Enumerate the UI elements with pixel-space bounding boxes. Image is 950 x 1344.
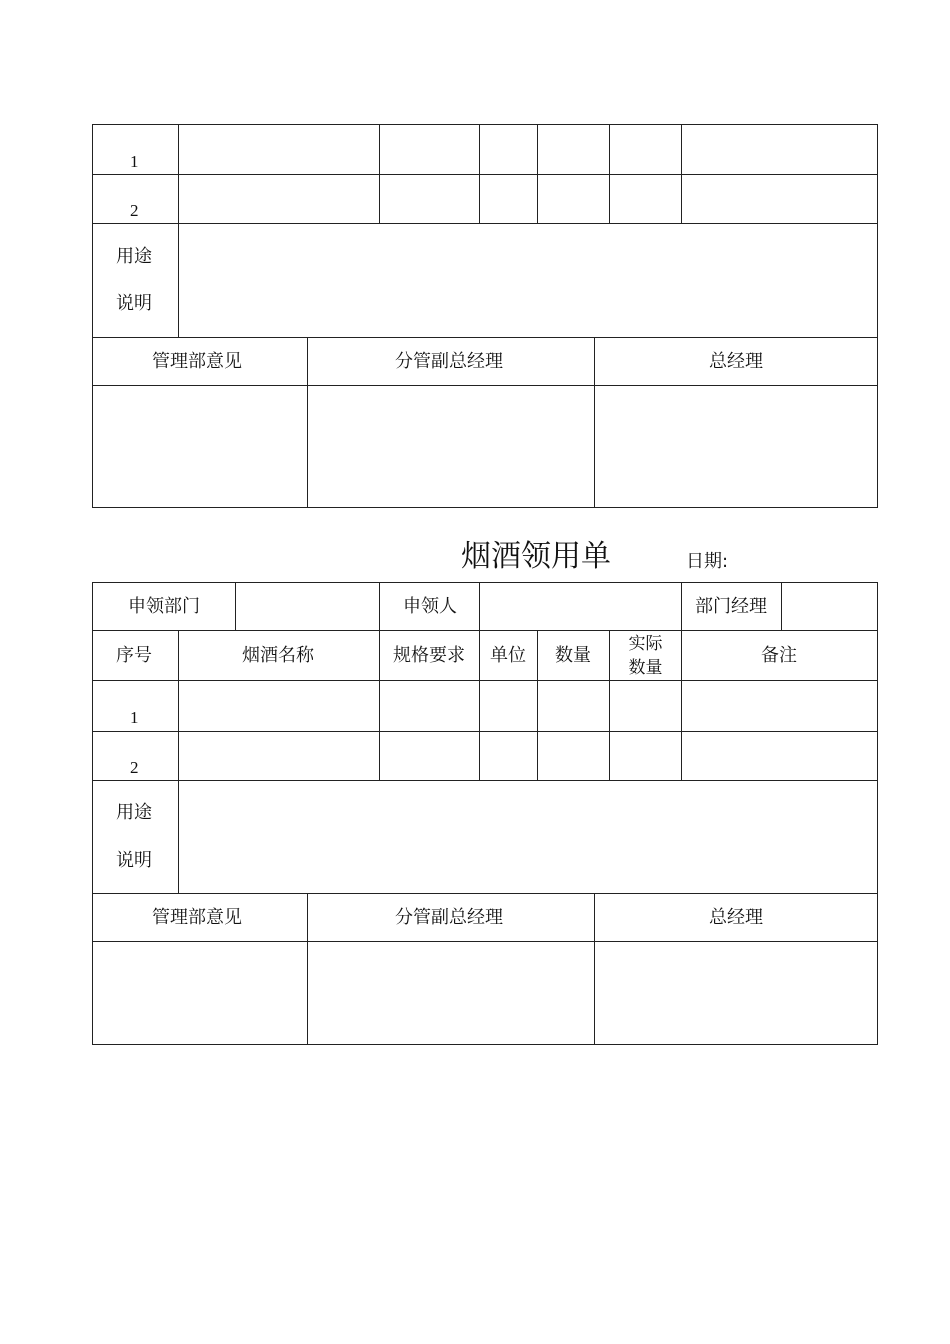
h-line: [92, 893, 878, 894]
v-line: [379, 124, 380, 223]
h-line: [92, 1044, 878, 1045]
h-line: [92, 337, 878, 338]
date-label: 日期:: [686, 551, 729, 572]
v-line: [307, 337, 308, 508]
dept-value-cell[interactable]: [236, 583, 379, 630]
dept-manager-label: 部门经理: [695, 596, 767, 617]
col-actual-qty-header-line2: 数量: [628, 658, 663, 678]
management-opinion-cell[interactable]: [93, 942, 307, 1044]
h-line: [92, 174, 878, 175]
row-index: 2: [130, 201, 139, 220]
purpose-label: 说明: [116, 850, 152, 871]
col-actual-qty-header-line1: 实际: [628, 634, 663, 654]
v-line: [479, 630, 480, 780]
purpose-label: 用途: [116, 802, 152, 823]
col-seq-header: 序号: [116, 645, 152, 666]
v-line: [379, 630, 380, 780]
h-line: [92, 507, 878, 508]
gm-header: 总经理: [709, 907, 763, 928]
h-line: [92, 385, 878, 386]
row-index: 1: [130, 708, 139, 727]
v-line: [681, 630, 682, 780]
col-name-header: 烟酒名称: [242, 645, 314, 666]
col-remark-header: 备注: [761, 645, 797, 666]
col-spec-header: 规格要求: [393, 645, 465, 666]
applicant-value-cell[interactable]: [480, 583, 681, 630]
applicant-label: 申领人: [403, 596, 457, 617]
management-opinion-header: 管理部意见: [152, 351, 242, 372]
v-line: [681, 124, 682, 223]
gm-header: 总经理: [709, 351, 763, 372]
purpose-label: 说明: [116, 293, 152, 314]
h-line: [92, 731, 878, 732]
dept-manager-value-cell[interactable]: [782, 583, 877, 630]
col-qty-header: 数量: [555, 645, 591, 666]
col-unit-header: 单位: [490, 645, 526, 666]
row-index: 1: [130, 152, 139, 171]
v-line: [681, 582, 682, 630]
form-title: 烟酒领用单: [461, 539, 611, 574]
deputy-gm-header: 分管副总经理: [395, 907, 503, 928]
v-line: [537, 124, 538, 223]
h-line: [92, 680, 878, 681]
h-line: [92, 124, 878, 125]
h-line: [92, 223, 878, 224]
row-index: 2: [130, 758, 139, 777]
dept-label: 申领部门: [128, 596, 200, 617]
gm-cell[interactable]: [595, 942, 877, 1044]
v-line: [609, 124, 610, 223]
purpose-label: 用途: [116, 246, 152, 267]
v-line: [379, 582, 380, 630]
h-line: [92, 630, 878, 631]
v-line: [537, 630, 538, 780]
deputy-gm-header: 分管副总经理: [395, 351, 503, 372]
v-line: [92, 124, 93, 508]
purpose-value-cell[interactable]: [179, 781, 877, 893]
v-line: [594, 337, 595, 508]
v-line: [178, 124, 179, 337]
management-opinion-header: 管理部意见: [152, 907, 242, 928]
deputy-gm-cell[interactable]: [308, 942, 594, 1044]
v-line: [877, 124, 878, 508]
v-line: [877, 582, 878, 1045]
v-line: [479, 124, 480, 223]
